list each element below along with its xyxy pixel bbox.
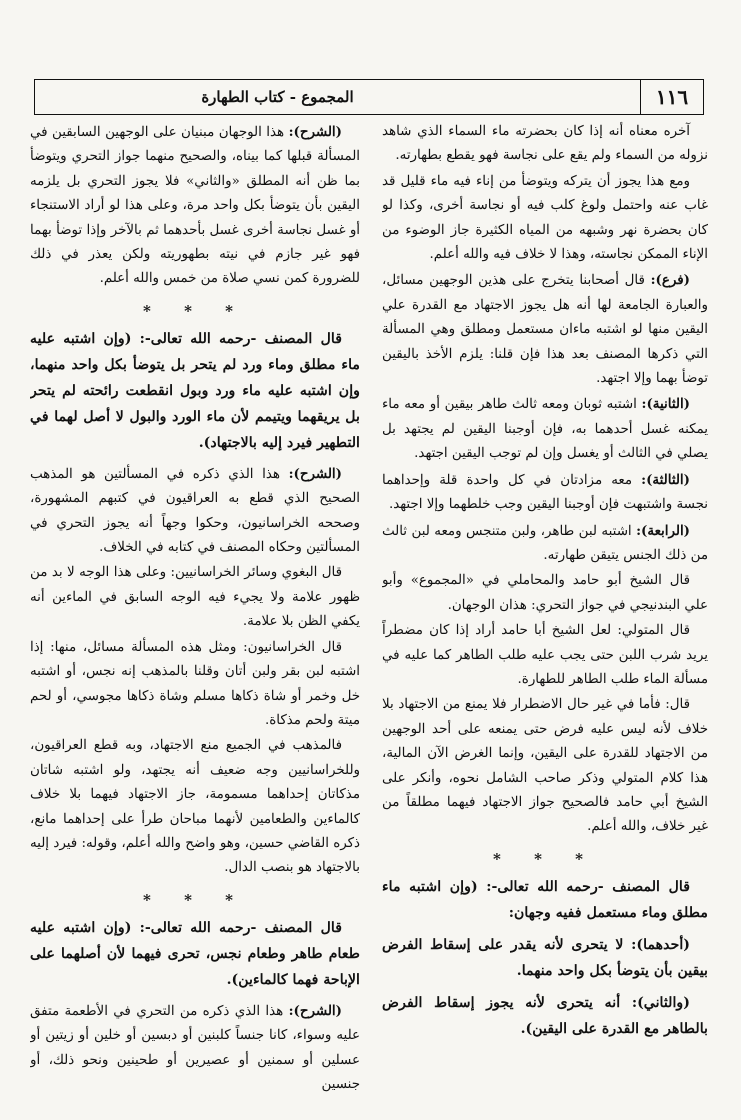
paragraph-lead: (الشرح): (288, 124, 342, 140)
running-title: المجموع - كتاب الطهارة (201, 88, 354, 106)
commentary-paragraph (382, 170, 708, 268)
matn-text: (أحدهما): لا يتحرى لأنه يقدر على إسقاط الفرض بيقين بأن يتوضأ بكل واحد منهما. (382, 936, 708, 979)
matn-text: قال المصنف -رحمه الله تعالى-: (وإن اشتبه ماء مطلق وماء مستعمل ففيه وجهان: (382, 878, 708, 921)
paragraph-body: ومع هذا يجوز أن يتركه ويتوضأ من إناء فيه ماء قليل قد غاب عنه واحتمل ولوغ كلب فيه أو نجاسة أخرى، وكذا لو كان بحضرة نهر وشبهه من المياه الكثيرة جاز الوضوء من الإناء الممكن نجاسته، وهذا لا خلاف فيه والله أعلم. (382, 173, 708, 263)
paragraph-body: اشتبه ثوبان ومعه ثالث طاهر بيقين أو معه ماء يمكنه غسل أحدهما به، فإن أوجبنا اليقين لم يجتهد بل يصلي في الثالث أو يغسل وإن لم توجب اليقين اجتهد. (382, 397, 708, 462)
page-number: ١١٦ (640, 80, 703, 114)
commentary-paragraph (30, 462, 360, 561)
commentary-paragraph (382, 468, 708, 518)
left-text-column (30, 120, 360, 1115)
right-text-column (382, 120, 708, 1115)
paragraph-lead: (الشرح): (288, 465, 342, 482)
commentary-paragraph (382, 392, 708, 466)
paragraph-lead: (فرع): (650, 272, 690, 289)
paragraph-body: قال الخراسانيون: ومثل هذه المسألة مسائل، منها: إذا اشتبه لبن بقر ولبن أتان وقلنا بالمذهب إنه نجس، أو اشتبه خل وخمر أو شاة ذكاها مسلم وشاة ذكاها مجوسي، أو لحم ميتة ولحم مذكاة. (30, 639, 360, 728)
commentary-paragraph (30, 999, 360, 1098)
commentary-paragraph (30, 120, 360, 292)
paragraph-lead: (الثانية): (641, 396, 690, 413)
commentary-paragraph (382, 693, 708, 839)
section-divider: * * * (143, 301, 247, 320)
paragraph-body: قال البغوي وسائر الخراسانيين: وعلى هذا الوجه لا بد من ظهور علامة ولا يجيء فيه الوجه السابق في الماءين أنه يكفي الظن بلا علامة. (30, 565, 360, 630)
commentary-paragraph (382, 120, 708, 169)
commentary-paragraph (382, 268, 708, 391)
matn-text: قال المصنف -رحمه الله تعالى-: (وإن اشتبه عليه طعام طاهر وطعام نجس، تحرى فيهما لأن أصلهما على الإباحة فهما كالماءين). (30, 919, 360, 988)
page-header (34, 79, 704, 115)
paragraph-body: اشتبه لبن طاهر، ولبن متنجس ومعه لبن ثالث من ذلك الجنس يتيقن طهارته. (382, 523, 708, 563)
paragraph-body: قال أصحابنا يتخرج على هذين الوجهين مسائل، والعبارة الجامعة لها أنه هل يجوز الاجتهاد مع القدرة علي اليقين منها لو اشتبه ماءان مستعمل ومطلق وهي المسألة التي ذكرها المصنف بعد هذا فإن قلنا: يلزم الأخذ باليقين توضأ بهما وإلا اجتهد. (382, 273, 708, 387)
paragraph-lead: (الرابعة): (636, 522, 690, 539)
paragraph-body: هذا الوجهان مبنيان على الوجهين السابقين في المسألة قبلها كما بيناه، والصحيح منهما جواز التحري ويتوضأ بما ظن أنه المطلق «والثاني» فلا يجوز التحري بل يلزمه اليقين بأن يتوضأ بكل واحد مرة، وعلى هذا لو أراد الاستنجاء أو غسل نجاسة أخرى غسل بأحدهما ثم بالآخر وإذا توضأ بهما فهو غير جازم في نيته بطهوريته ولكن يعذر في ذلك للضرورة كمن نسي صلاة من خمس والله أعلم. (30, 125, 360, 287)
paragraph-body: معه مزادتان في كل واحدة قلة وإحداهما نجسة واشتبهت فإن أوجبنا اليقين وجب خلطهما وإلا اجتهد. (382, 472, 708, 513)
commentary-paragraph (382, 519, 708, 569)
commentary-paragraph (30, 734, 360, 880)
paragraph-body: قال: فأما في غير حال الاضطرار فلا يمنع من الاجتهاد بلا خلاف لأنه ليس عليه فرض حتى يمنعه على أحد الوجهين من الاجتهاد للقدرة على اليقين، وإنما الغرض الآن المالية، هذا كلام المتولي وذكر صاحب الشامل نحوه، وأنكر على الشيخ أبي حامد فالصحيح جواز الاجتهاد فيهما مطلقاً من غير خلاف، والله أعلم. (382, 697, 708, 835)
paragraph-body: هذا الذي ذكره من التحري في الأطعمة متفق عليه وسواء، كانا جنساً كلبنين أو دبسين أو خلين أو زيتين أو عسلين أو سمنين أو عصيرين أو طحينين ونحو ذلك، أو جنسين (30, 1003, 360, 1092)
paragraph-lead: (الثالثة): (641, 471, 690, 488)
section-divider: * * * (143, 890, 247, 909)
commentary-paragraph (382, 619, 708, 692)
paragraph-body: فالمذهب في الجميع منع الاجتهاد، وبه قطع العراقيون، وللخراسانيين وجه ضعيف أنه يجتهد، ولو اشتبه شاتان مذكاتان إحداهما مسمومة، جاز الاجتهاد فيهما بلا خلاف كالماءين والطعامين لأنهما مباحان طرأ على إحداهما مانع، ذكره القاضي حسين، وهو واضح والله أعلم، وقوله: فيرد إليه بالاجتهاد هو بنصب الدال. (30, 738, 360, 876)
paragraph-body: آخره معناه أنه إذا كان بحضرته ماء السماء الذي شاهد نزوله من السماء ولم يقع على نجاسة فهو يقطع بطهارته. (382, 124, 708, 164)
paragraph-body: هذا الذي ذكره في المسألتين هو المذهب الصحيح الذي قطع به العراقيون في كتبهم المشهورة، وصححه الخراسانيون، وحكوا وجهاً أنه يجوز التحري في المسألتين وحكاه المصنف في كتابه في الخلاف. (30, 466, 360, 556)
paragraph-body: قال الشيخ أبو حامد والمحاملي في «المجموع» وأبو علي البندنيجي في جواز التحري: هذان الوجهان. (382, 573, 708, 613)
paragraph-body: قال المتولي: لعل الشيخ أبا حامد أراد إذا كان مضطراً يريد شرب اللبن حتى يجب عليه طلب الطاهر كما عليه في مسألة الماء طلب الطاهر للطهارة. (382, 623, 708, 687)
matn-text: قال المصنف -رحمه الله تعالى-: (وإن اشتبه عليه ماء مطلق وماء ورد لم يتحر بل يتوضأ بكل واحد منهما، وإن اشتبه عليه ماء ورد وبول انقطعت رائحته لم يتحر بل يريقهما ويتيمم لأن ماء الورد والبول لا أصل لهما في التطهير فيرد إليه بالاجتهاد). (30, 330, 360, 451)
paragraph-lead: (الشرح): (288, 1002, 342, 1019)
matn-text: (والثاني): أنه يتحرى لأنه يجوز إسقاط الفرض بالطاهر مع القدرة على اليقين). (382, 994, 708, 1037)
commentary-paragraph (382, 569, 708, 618)
commentary-paragraph (30, 561, 360, 634)
section-divider: * * * (493, 849, 597, 868)
commentary-paragraph (30, 636, 360, 734)
